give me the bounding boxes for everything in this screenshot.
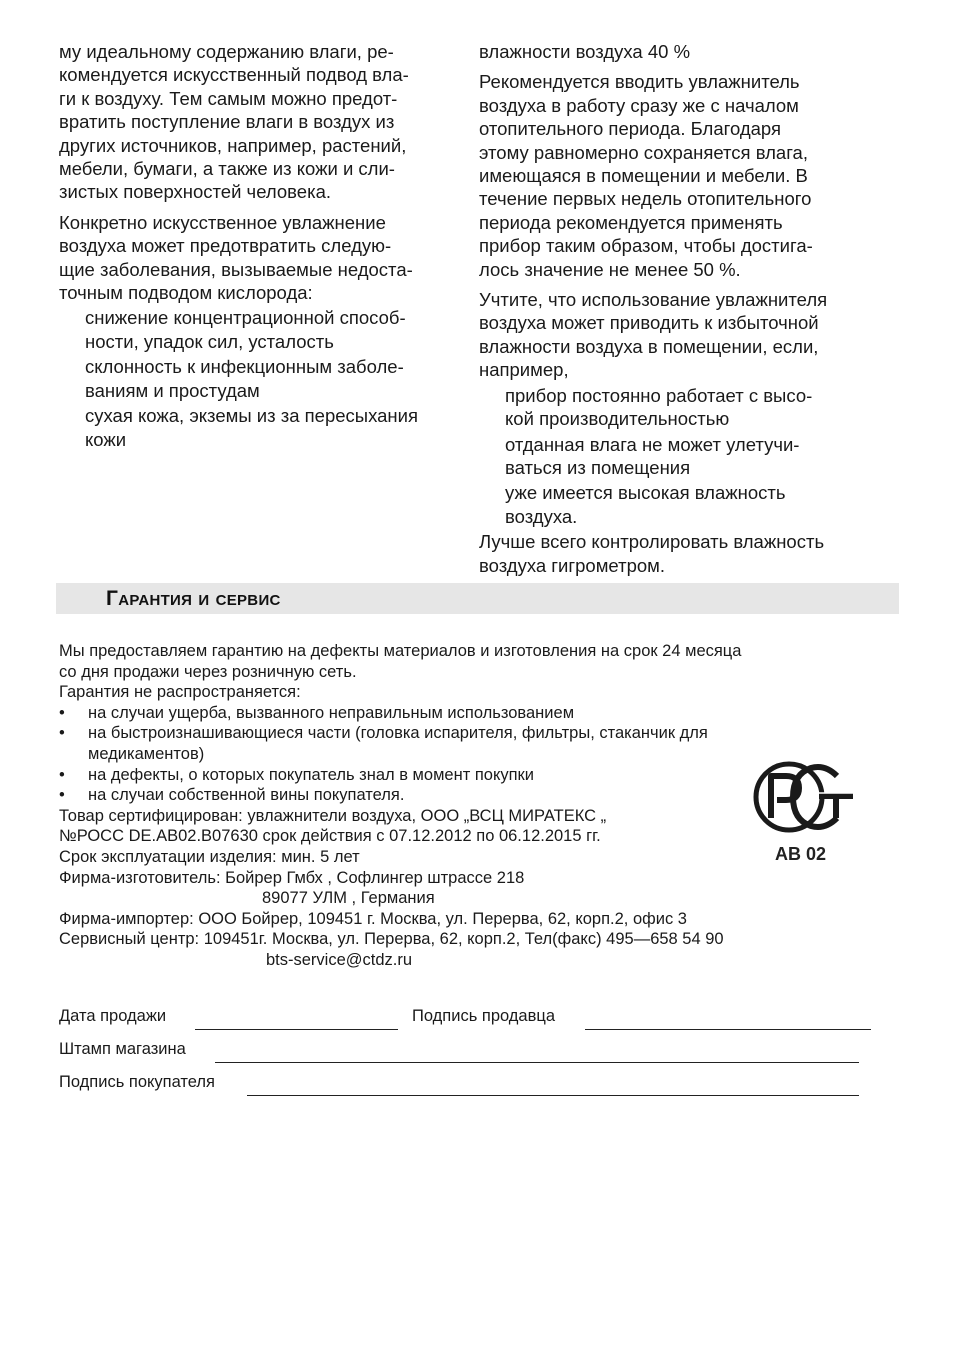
list-item: склонность к инфекционным заболе- ваниям и простудам xyxy=(85,356,404,401)
list-item: • на случаи собственной вины покупателя. xyxy=(59,786,405,805)
section-header xyxy=(56,583,899,614)
list-item: сухая кожа, экземы из за пересыхания кожи xyxy=(85,405,418,450)
importer: Фирма-импортер: ООО Бойрер, 109451 г. Москва, ул. Перерва, 62, корп.2, офис 3 xyxy=(59,909,687,928)
list-item: отданная влага не может улетучи- ваться из помещения xyxy=(505,433,800,478)
paragraph: му идеальному содержанию влаги, ре- комендуется искусственный подвод вла- ги к воздуху. Тем самым можно предот- вратить поступление влаги в воздух из других источников, например, растений, мебели, бумаги, а также из кожи и сли- зистых поверхностей человека. xyxy=(59,41,409,203)
shop-stamp-label: Штамп магазина xyxy=(59,1040,186,1058)
symptom-list xyxy=(59,306,454,450)
warranty-block xyxy=(59,641,859,971)
warranty-exclusions-heading: Гарантия не распространяется: xyxy=(59,683,301,702)
certification-text: Товар сертифицирован: увлажнители воздуха, ООО „ВСЦ МИРАТЕКС „ xyxy=(59,806,607,825)
left-column xyxy=(59,40,454,453)
buyer-signature-field[interactable] xyxy=(247,1095,859,1096)
certification-number: №РОСС DE.АВ02.В07630 срок действия с 07.12.2012 по 06.12.2015 гг. xyxy=(59,827,601,846)
warranty-exclusions-list xyxy=(59,703,859,806)
paragraph: Конкретно искусственное увлажнение воздуха может предотвратить следую- щие заболевания, вызываемые недоста- точным подводом кислорода: xyxy=(59,211,413,304)
list-item: • на быстроизнашивающиеся части (головка испарителя, фильтры, стаканчик для медикаментов) xyxy=(59,724,708,763)
bullet-icon: • xyxy=(59,786,65,805)
list-item: уже имеется высокая влажность воздуха. xyxy=(505,482,786,527)
buyer-signature-label: Подпись покупателя xyxy=(59,1073,215,1091)
list-item: прибор постоянно работает с высо- кой производительностью xyxy=(505,384,813,430)
sale-date-field[interactable] xyxy=(195,1029,398,1030)
bullet-icon: • xyxy=(59,765,65,784)
pct-logo-icon xyxy=(753,760,857,842)
bullet-icon: • xyxy=(59,724,65,743)
manufacturer-address: 89077 УЛМ , Германия xyxy=(262,889,435,908)
sale-date-label: Дата продажи xyxy=(59,1007,167,1025)
list-item: снижение концентрационной способ- ности, упадок сил, усталость xyxy=(85,307,406,352)
excess-humidity-list xyxy=(479,384,867,528)
paragraph: влажности воздуха 40 % xyxy=(479,41,691,62)
list-item: • на дефекты, о которых покупатель знал в момент покупки xyxy=(59,765,534,784)
paragraph: Рекомендуется вводить увлажнитель воздуха в работу сразу же с началом отопительного периода. Благодаря этому равномерно сохраняется влага, имеющаяся в помещении и мебели. В течение первых недель отопительного периода рекомендуется применять прибор таким образом, чтобы достига- лось значение не менее 50 %. xyxy=(479,71,813,280)
seller-signature-label: Подпись продавца xyxy=(412,1007,556,1025)
warranty-intro: со дня продажи через розничную сеть. xyxy=(59,662,357,681)
service-life: Срок эксплуатации изделия: мин. 5 лет xyxy=(59,847,360,866)
bullet-icon: • xyxy=(59,703,65,722)
certification-code: АВ 02 xyxy=(775,844,827,864)
service-center: Сервисный центр: 109451г. Москва, ул. Перерва, 62, корп.2, Тел(факс) 495—658 54 90 xyxy=(59,930,724,949)
shop-stamp-field[interactable] xyxy=(215,1062,859,1063)
paragraph: Учтите, что использование увлажнителя воздуха может приводить к избыточной влажности воздуха в помещении, если, например, xyxy=(479,289,828,381)
seller-signature-field[interactable] xyxy=(585,1029,871,1030)
certification-mark xyxy=(753,760,857,870)
service-email: bts-service@ctdz.ru xyxy=(266,950,413,969)
warranty-intro: Мы предоставляем гарантию на дефекты материалов и изготовления на срок 24 месяца xyxy=(59,642,742,660)
section-title: Гарантия и сервис xyxy=(106,587,281,610)
right-column xyxy=(479,40,867,584)
manufacturer: Фирма-изготовитель: Бойрер Гмбх , Софлингер штрассе 218 xyxy=(59,868,525,887)
list-item: • на случаи ущерба, вызванного неправильным использованием xyxy=(59,703,575,722)
paragraph: Лучше всего контролировать влажность воздуха гигрометром. xyxy=(479,531,825,576)
